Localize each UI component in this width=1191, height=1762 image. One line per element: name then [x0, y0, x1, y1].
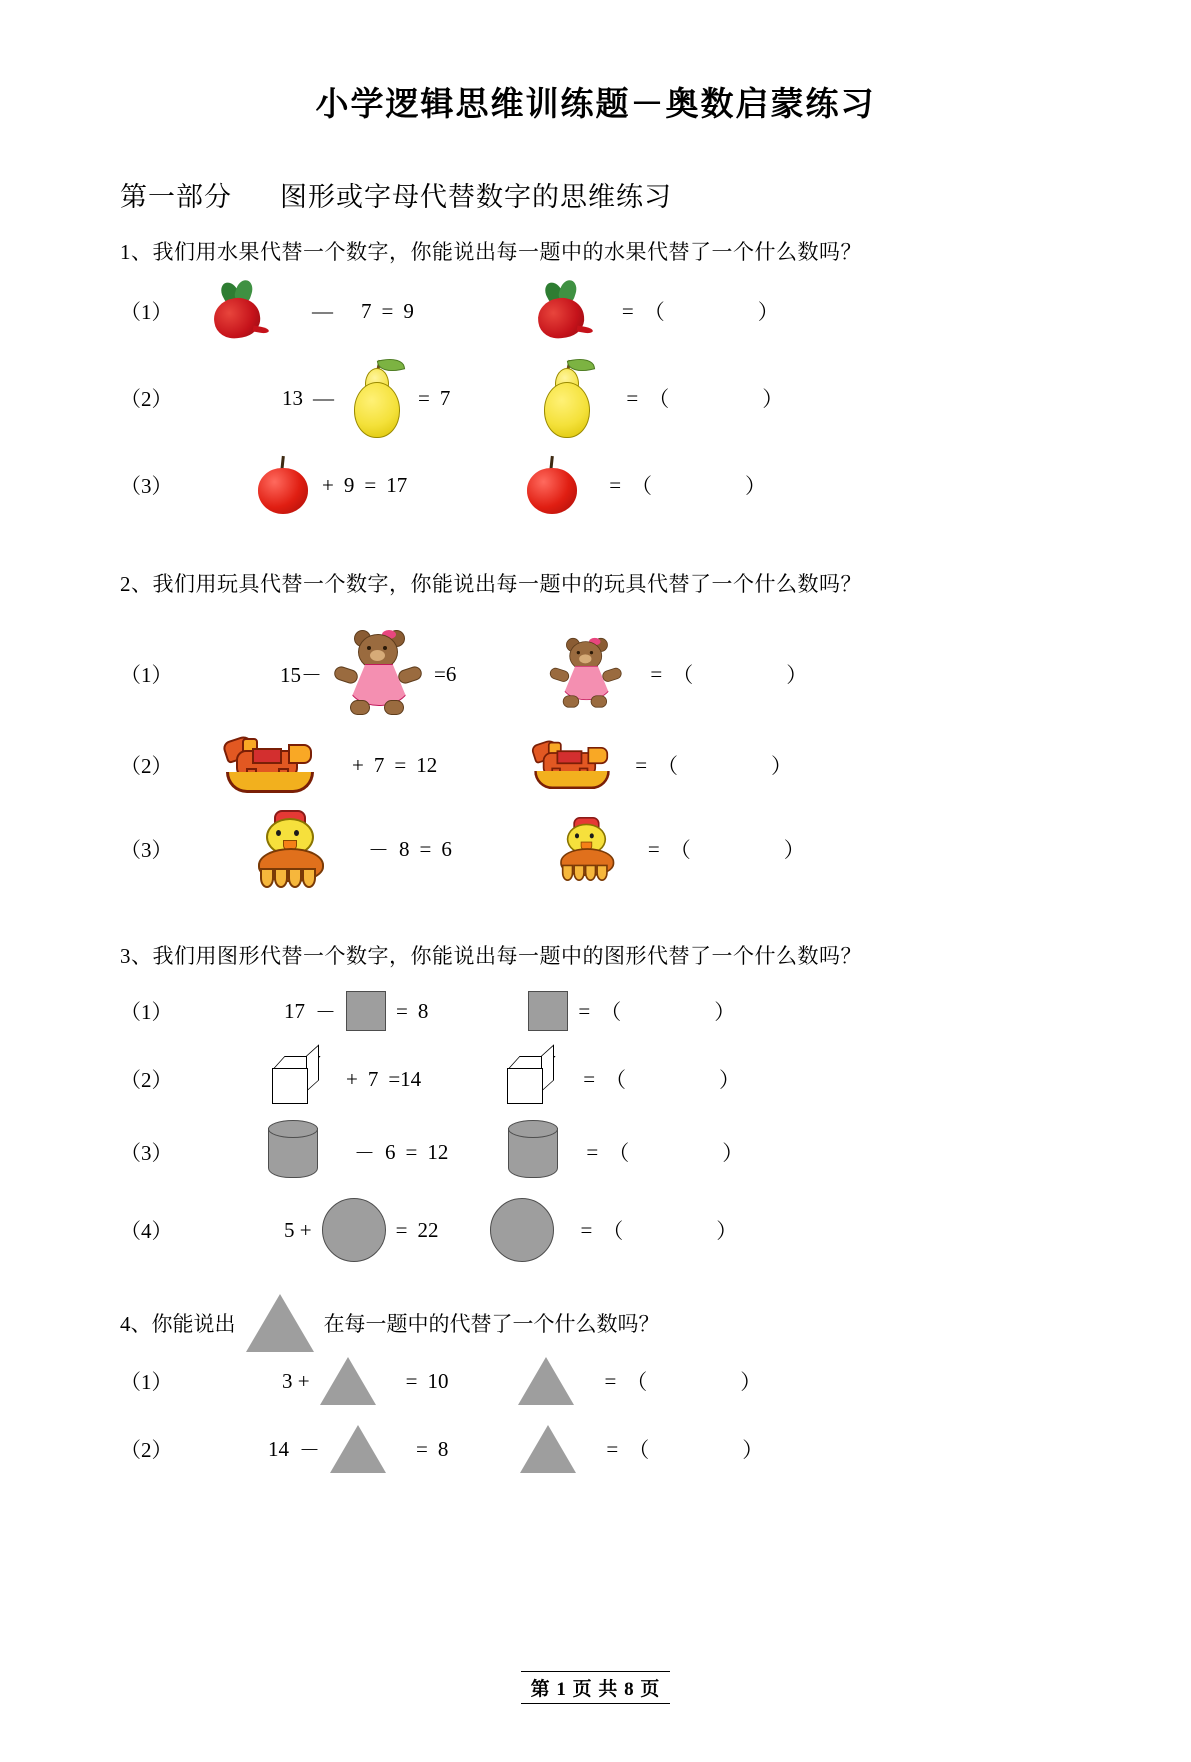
item-index: （3）: [120, 838, 173, 862]
q1-item-3: [120, 454, 1191, 516]
equals-sign: =: [647, 836, 660, 861]
answer-paren-open: （: [602, 1219, 625, 1243]
beet-icon: [206, 280, 268, 342]
answer-paren-open: （: [600, 1000, 623, 1024]
page-footer: [0, 1671, 1191, 1704]
operand-b: 12: [427, 1139, 449, 1164]
gray-square-icon: [346, 991, 386, 1031]
answer-expression: [534, 356, 784, 440]
question-4-text-b: 在每一题中的代替了一个什么数吗？: [323, 1312, 660, 1336]
gray-cylinder-icon: [268, 1120, 318, 1184]
question-2-number: 2、: [120, 572, 153, 596]
teddy-bear-icon: [548, 636, 623, 711]
operator: +: [352, 752, 364, 777]
answer-paren-close: ）: [786, 663, 809, 687]
operand-b: 6: [441, 836, 452, 861]
operand-pre: 13: [282, 385, 303, 410]
answer-expression: [520, 1425, 764, 1473]
gray-triangle-icon: [330, 1425, 386, 1473]
answer-paren-open: （: [626, 1370, 649, 1394]
answer-paren-open: （: [657, 754, 680, 778]
answer-expression: [529, 734, 793, 796]
worksheet-page: [0, 78, 1191, 1762]
equals-sign: =: [606, 1436, 619, 1461]
equals-sign: =: [609, 472, 622, 497]
answer-paren-close: ）: [783, 838, 806, 862]
equals-sign: =14: [388, 1066, 422, 1091]
equals-sign: =: [604, 1368, 617, 1393]
page-title: 小学逻辑思维训练题－奥数启蒙练习: [315, 87, 876, 123]
item-index: （1）: [120, 1370, 173, 1394]
left-expression: [282, 1357, 448, 1405]
left-expression: [272, 1056, 421, 1102]
gray-triangle-icon: [520, 1425, 576, 1473]
answer-paren-close: ）: [719, 1068, 742, 1092]
left-expression: [284, 1198, 438, 1262]
left-expression: [254, 454, 407, 516]
answer-expression: [530, 280, 780, 342]
equals-sign: =: [583, 1066, 596, 1091]
equals-sign: =: [635, 752, 648, 777]
answer-paren-close: ）: [742, 1438, 765, 1462]
operand-pre: 17: [284, 998, 305, 1023]
section-label: 第一部分: [120, 182, 232, 212]
beet-icon: [530, 280, 592, 342]
operand-b: 8: [417, 998, 429, 1023]
operand-b: 22: [417, 1217, 439, 1242]
equals-sign: =: [381, 298, 394, 323]
operand-a: 9: [343, 472, 355, 497]
operand-pre: 3 +: [282, 1368, 310, 1393]
q2-item-1: [120, 628, 1191, 720]
q3-item-3: [120, 1120, 1191, 1184]
answer-expression: [523, 454, 767, 516]
q3-item-4: [120, 1198, 1191, 1262]
answer-paren-close: ）: [722, 1141, 745, 1165]
answer-paren-open: （: [631, 474, 654, 498]
question-1-prompt: [120, 236, 1191, 266]
item-index: （2）: [120, 387, 173, 411]
section-title: 图形或字母代替数字的思维练习: [280, 182, 672, 212]
operator: —: [313, 385, 334, 410]
item-index: （2）: [120, 754, 173, 778]
gray-triangle-icon: [246, 1294, 314, 1352]
item-index: （2）: [120, 1438, 173, 1462]
equals-sign: =: [626, 385, 639, 410]
teddy-bear-icon: [332, 628, 424, 720]
answer-expression: [518, 1357, 762, 1405]
equals-sign: =: [364, 472, 377, 497]
operator: +: [322, 472, 334, 497]
answer-paren-close: ）: [716, 1219, 739, 1243]
pear-icon: [534, 356, 598, 440]
operator: —: [312, 298, 333, 323]
operand-a: 7: [373, 752, 385, 777]
left-expression: [282, 356, 450, 440]
item-index: （4）: [120, 1219, 173, 1243]
question-4-text-a: 你能说出: [151, 1312, 236, 1336]
answer-expression: [552, 810, 806, 888]
operand-a: 7: [361, 298, 372, 323]
white-cube-icon: [507, 1056, 553, 1102]
gray-circle-icon: [322, 1198, 386, 1262]
equals-sign: =: [586, 1139, 599, 1164]
gray-triangle-icon: [518, 1357, 574, 1405]
operand-a: 6: [385, 1139, 396, 1164]
item-index: （3）: [120, 1141, 173, 1165]
left-expression: [248, 810, 452, 888]
operand-pre: 14: [268, 1436, 289, 1461]
answer-expression: [507, 1056, 741, 1102]
question-2-text: 我们用玩具代替一个数字，你能说出每一题中的玩具代替了一个什么数吗？: [152, 572, 862, 596]
q4-item-1: [120, 1354, 1191, 1408]
operator: +: [346, 1066, 358, 1091]
operand-b: 17: [386, 472, 408, 497]
operand-pre: 15－: [280, 663, 322, 687]
answer-paren-open: （: [672, 663, 695, 687]
operand-b: 8: [437, 1436, 449, 1461]
answer-paren-open: （: [628, 1438, 651, 1462]
rocking-horse-icon: [529, 738, 612, 791]
question-4-number: 4、: [120, 1312, 152, 1336]
q2-item-2: [120, 734, 1191, 796]
equals-sign: =: [416, 1436, 428, 1461]
item-index: （1）: [120, 663, 173, 687]
item-index: （1）: [120, 1000, 173, 1024]
q1-item-2: [120, 356, 1191, 440]
apple-icon: [523, 454, 581, 516]
answer-paren-close: ）: [740, 1370, 763, 1394]
item-index: （1）: [120, 300, 173, 324]
equals-sign: =: [580, 1217, 593, 1242]
operator: －: [315, 1000, 336, 1024]
operand-a: 7: [367, 1066, 379, 1091]
gray-cylinder-icon: [508, 1120, 558, 1184]
gray-square-icon: [528, 991, 568, 1031]
equals-sign: =: [418, 385, 430, 410]
question-2-prompt: [120, 568, 1191, 598]
gray-circle-icon: [490, 1198, 554, 1262]
equals-sign: =: [396, 998, 408, 1023]
equals-sign: =: [394, 752, 407, 777]
question-3-text: 我们用图形代替一个数字，你能说出每一题中的图形代替了一个什么数吗？: [152, 944, 862, 968]
equals-sign: =: [419, 836, 432, 861]
section-heading: [120, 175, 1191, 214]
item-index: （2）: [120, 1068, 173, 1092]
equals-sign: =: [578, 998, 591, 1023]
answer-paren-open: （: [669, 838, 692, 862]
answer-expression: [508, 1120, 744, 1184]
pear-icon: [344, 356, 408, 440]
question-1-number: 1、: [120, 240, 153, 264]
equals-sign: =: [621, 298, 634, 323]
answer-expression: [548, 628, 808, 720]
rocking-horse-icon: [220, 734, 316, 796]
chick-icon: [552, 817, 623, 881]
left-expression: [280, 628, 456, 720]
answer-expression: [528, 991, 736, 1031]
operand-pre: 5 +: [284, 1217, 312, 1242]
answer-paren-close: ）: [714, 1000, 737, 1024]
answer-paren-open: （: [648, 387, 671, 411]
equals-sign: =: [405, 1139, 418, 1164]
equals-sign: =: [405, 1368, 418, 1393]
question-3-prompt: [120, 940, 1191, 970]
answer-paren-close: ）: [757, 300, 780, 324]
operand-b: 7: [439, 385, 451, 410]
q3-item-2: [120, 1052, 1191, 1106]
operand-b: 12: [416, 752, 438, 777]
left-expression: [268, 1425, 448, 1473]
apple-icon: [254, 454, 312, 516]
question-4-prompt: [120, 1292, 1191, 1354]
answer-paren-open: （: [643, 300, 666, 324]
equals-sign: =: [650, 661, 663, 686]
chick-icon: [248, 810, 334, 888]
left-expression: [220, 734, 437, 796]
question-3-number: 3、: [120, 944, 153, 968]
answer-paren-close: ）: [762, 387, 785, 411]
equals-sign: =: [395, 1217, 408, 1242]
equals-sign: =6: [434, 661, 457, 686]
answer-expression: [490, 1198, 738, 1262]
operator: －: [299, 1438, 320, 1462]
operand-b: 9: [403, 298, 414, 323]
operand-a: 8: [399, 836, 410, 861]
page-number-text: 第 1 页 共 8 页: [521, 1671, 671, 1704]
left-expression: [206, 280, 414, 342]
item-index: （3）: [120, 474, 173, 498]
q1-item-1: [120, 280, 1191, 342]
gray-triangle-icon: [320, 1357, 376, 1405]
operator: －: [354, 1141, 375, 1165]
q3-item-1: [120, 984, 1191, 1038]
question-1-text: 我们用水果代替一个数字，你能说出每一题中的水果代替了一个什么数吗？: [152, 240, 862, 264]
operand-b: 10: [427, 1368, 449, 1393]
operator: －: [368, 838, 389, 862]
answer-paren-close: ）: [771, 754, 794, 778]
left-expression: [268, 1120, 448, 1184]
white-cube-icon: [272, 1056, 318, 1102]
left-expression: [284, 991, 428, 1031]
answer-paren-open: （: [608, 1141, 631, 1165]
answer-paren-open: （: [605, 1068, 628, 1092]
q2-item-3: [120, 810, 1191, 888]
answer-paren-close: ）: [745, 474, 768, 498]
q4-item-2: [120, 1422, 1191, 1476]
